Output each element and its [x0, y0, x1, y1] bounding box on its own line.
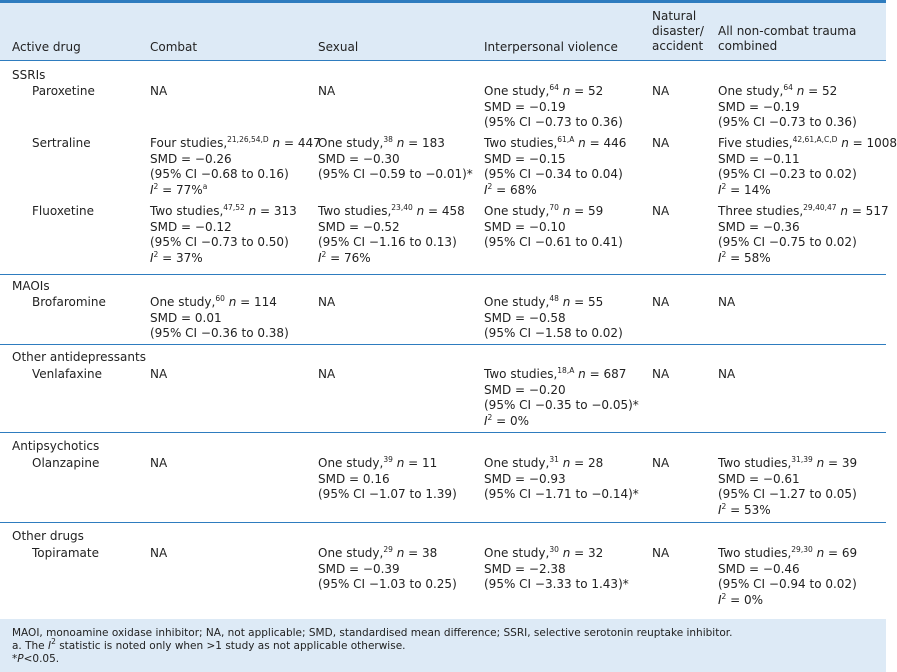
cell-venlafaxine-interpersonal: Two studies,$^{18,A}$ n = 687 SMD = −0.20 (95% CI −0.35 to −0.05)* $I^2 = 0\%$ — [484, 366, 639, 428]
header-all-noncombat: All non-combat trauma combined — [718, 24, 857, 53]
header-sexual: Sexual — [318, 40, 359, 54]
cell-olanzapine-sexual: One study,$^{39}$ n = 11 SMD = 0.16 (95% CI −1.07 to 1.39) — [318, 455, 457, 501]
cell-brofaromine-combat: One study,$^{60}$ n = 114 SMD = 0.01 (95% CI −0.36 to 0.38) — [150, 294, 289, 340]
cell-na: NA — [318, 367, 336, 381]
group-rule — [0, 274, 886, 275]
cell-na: NA — [150, 546, 168, 560]
group-rule — [0, 522, 886, 523]
cell-na: NA — [652, 84, 670, 98]
cell-na: NA — [150, 367, 168, 381]
cell-na: NA — [150, 84, 168, 98]
cell-na: NA — [150, 456, 168, 470]
header-natural: Natural disaster/ accident — [652, 9, 704, 53]
cell-na: NA — [652, 204, 670, 218]
header-interpersonal: Interpersonal violence — [484, 40, 618, 54]
group-label-ssri: SSRIs — [12, 68, 46, 82]
drug-fluoxetine: Fluoxetine — [32, 204, 94, 218]
cell-fluoxetine-sexual: Two studies,$^{23,40}$ n = 458 SMD = −0.52 (95% CI −1.16 to 0.13) $I^2 = 76\%$ — [318, 203, 465, 265]
cell-na: NA — [318, 295, 336, 309]
cell-sertraline-all: Five studies,$^{42,61,A,C,D}$ n = 1008 SMD = −0.11 (95% CI −0.23 to 0.02) $I^2 = 14\%$ — [718, 135, 897, 197]
footnote-significance: *P<0.05. — [12, 653, 60, 665]
drug-paroxetine: Paroxetine — [32, 84, 95, 98]
cell-paroxetine-interpersonal: One study,$^{64}$ n = 52 SMD = −0.19 (95% CI −0.73 to 0.36) — [484, 83, 623, 129]
cell-topiramate-all: Two studies,$^{29,30}$ n = 69 SMD = −0.46 (95% CI −0.94 to 0.02) $I^2 = 0\%$ — [718, 545, 858, 607]
cell-na: NA — [652, 136, 670, 150]
header-active-drug: Active drug — [12, 40, 81, 54]
cell-brofaromine-interpersonal: One study,$^{48}$ n = 55 SMD = −0.58 (95% CI −1.58 to 0.02) — [484, 294, 623, 340]
header-combat: Combat — [150, 40, 198, 54]
cell-na: NA — [718, 367, 736, 381]
cell-fluoxetine-combat: Two studies,$^{47,52}$ n = 313 SMD = −0.12 (95% CI −0.73 to 0.50) $I^2 = 37\%$ — [150, 203, 297, 265]
drug-sertraline: Sertraline — [32, 136, 91, 150]
drug-topiramate: Topiramate — [32, 546, 100, 560]
group-label-maoi: MAOIs — [12, 279, 50, 293]
cell-paroxetine-all: One study,$^{64}$ n = 52 SMD = −0.19 (95% CI −0.73 to 0.36) — [718, 83, 857, 129]
cell-sertraline-interpersonal: Two studies,$^{61,A}$ n = 446 SMD = −0.15 (95% CI −0.34 to 0.04) $I^2 = 68\%$ — [484, 135, 627, 197]
cell-sertraline-combat: Four studies,$^{21,26,54,D}$ n = 447 SMD = −0.26 (95% CI −0.68 to 0.16) $I^2 = 77\%^a$ — [150, 135, 321, 197]
cell-na: NA — [318, 84, 336, 98]
cell-topiramate-sexual: One study,$^{29}$ n = 38 SMD = −0.39 (95% CI −1.03 to 0.25) — [318, 545, 457, 591]
group-label-other-drugs: Other drugs — [12, 529, 84, 543]
cell-olanzapine-all: Two studies,$^{31,39}$ n = 39 SMD = −0.61 (95% CI −1.27 to 0.05) $I^2 = 53\%$ — [718, 455, 858, 517]
footnote-abbreviations: MAOI, monoamine oxidase inhibitor; NA, not applicable; SMD, standardised mean difference; SSRI, selective serotonin reuptake inhibitor. — [12, 627, 733, 639]
group-rule — [0, 432, 886, 433]
group-label-antipsychotics: Antipsychotics — [12, 439, 100, 453]
cell-sertraline-sexual: One study,$^{38}$ n = 183 SMD = −0.30 (95% CI −0.59 to −0.01)* — [318, 135, 473, 181]
footnote-a: a. The $I^2$ statistic is noted only when >1 study as not applicable otherwise. — [12, 637, 406, 652]
cell-fluoxetine-interpersonal: One study,$^{70}$ n = 59 SMD = −0.10 (95% CI −0.61 to 0.41) — [484, 203, 623, 249]
cell-fluoxetine-all: Three studies,$^{29,40,47}$ n = 517 SMD = −0.36 (95% CI −0.75 to 0.02) $I^2 = 58\%$ — [718, 203, 889, 265]
cell-na: NA — [652, 456, 670, 470]
drug-brofaromine: Brofaromine — [32, 295, 106, 309]
cell-olanzapine-interpersonal: One study,$^{31}$ n = 28 SMD = −0.93 (95% CI −1.71 to −0.14)* — [484, 455, 639, 501]
cell-na: NA — [718, 295, 736, 309]
group-rule — [0, 344, 886, 345]
cell-na: NA — [652, 546, 670, 560]
drug-venlafaxine: Venlafaxine — [32, 367, 102, 381]
drug-olanzapine: Olanzapine — [32, 456, 100, 470]
cell-na: NA — [652, 367, 670, 381]
cell-na: NA — [652, 295, 670, 309]
cell-topiramate-interpersonal: One study,$^{30}$ n = 32 SMD = −2.38 (95% CI −3.33 to 1.43)* — [484, 545, 629, 591]
group-label-other-antidepressants: Other antidepressants — [12, 350, 146, 364]
header-rule — [0, 60, 886, 61]
